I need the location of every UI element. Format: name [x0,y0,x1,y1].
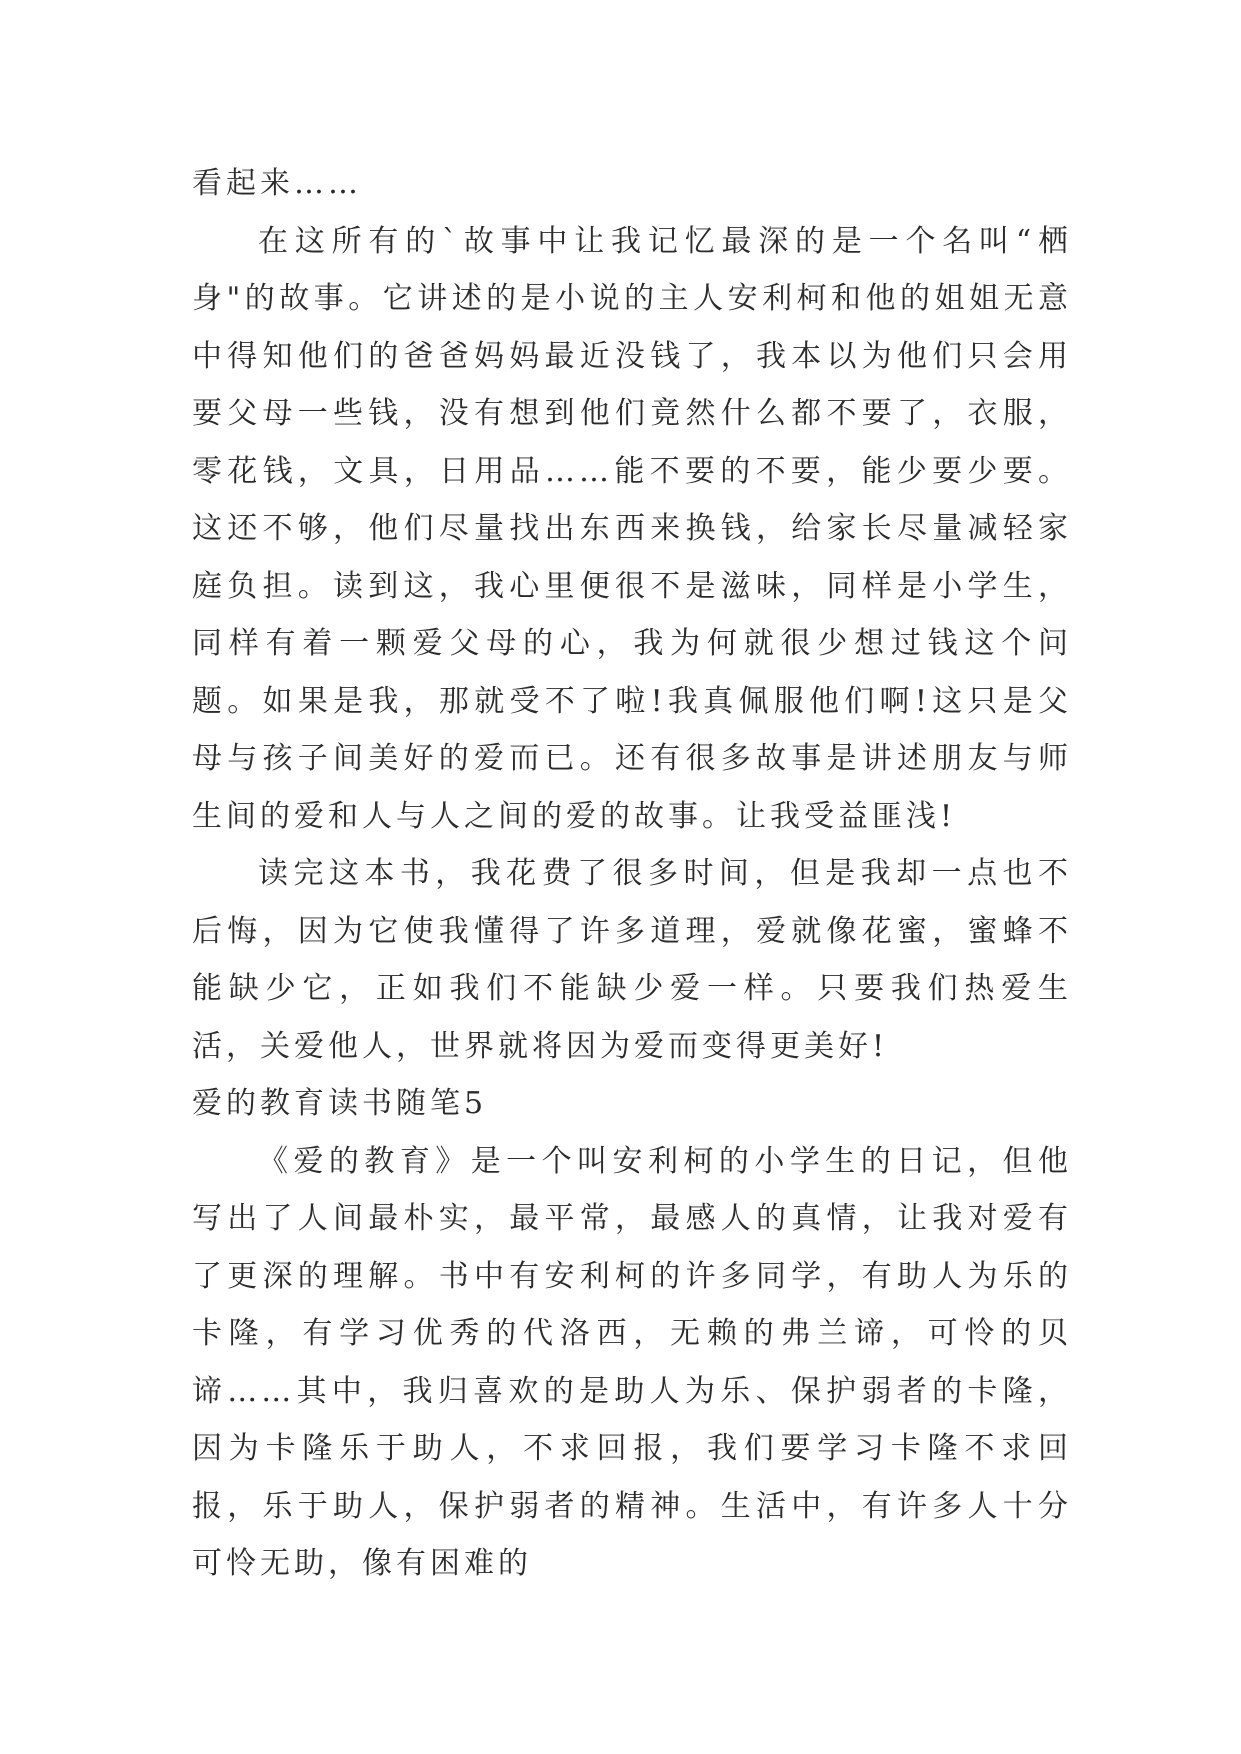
document-body [192,155,1072,1593]
paragraph-story-shelter: 在这所有的`故事中让我记忆最深的是一个名叫“栖身"的故事。它讲述的是小说的主人安利柯和他的姐姐无意中得知他们的爸爸妈妈最近没钱了，我本以为他们只会用要父母一些钱，没有想到他们竟然什么都不要了，衣服，零花钱，文具，日用品……能不要的不要，能少要少要。这还不够，他们尽量找出东西来换钱，给家长尽量减轻家庭负担。读到这，我心里便很不是滋味，同样是小学生，同样有着一颗爱父母的心，我为何就很少想过钱这个问题。如果是我，那就受不了啦!我真佩服他们啊!这只是父母与孩子间美好的爱而已。还有很多故事是讲述朋友与师生间的爱和人与人之间的爱的故事。让我受益匪浅! [192,223,1072,834]
section-heading: 爱的教育读书随笔5 [192,1086,488,1121]
paragraph-continuation: 看起来…… [192,166,362,201]
paragraph-essay-5: 《爱的教育》是一个叫安利柯的小学生的日记，但他写出了人间最朴实，最平常，最感人的真情，让我对爱有了更深的理解。书中有安利柯的许多同学，有助人为乐的卡隆，有学习优秀的代洛西，无赖的弗兰谛，可怜的贝谛……其中，我归喜欢的是助人为乐、保护弱者的卡隆，因为卡隆乐于助人，不求回报，我们要学习卡隆不求回报，乐于助人，保护弱者的精神。生活中，有许多人十分可怜无助，像有困难的 [192,1143,1072,1581]
paragraph-reflection: 读完这本书，我花费了很多时间，但是我却一点也不后悔，因为它使我懂得了许多道理，爱就像花蜜，蜜蜂不能缺少它，正如我们不能缺少爱一样。只要我们热爱生活，关爱他人，世界就将因为爱而变得更美好! [192,856,1072,1064]
